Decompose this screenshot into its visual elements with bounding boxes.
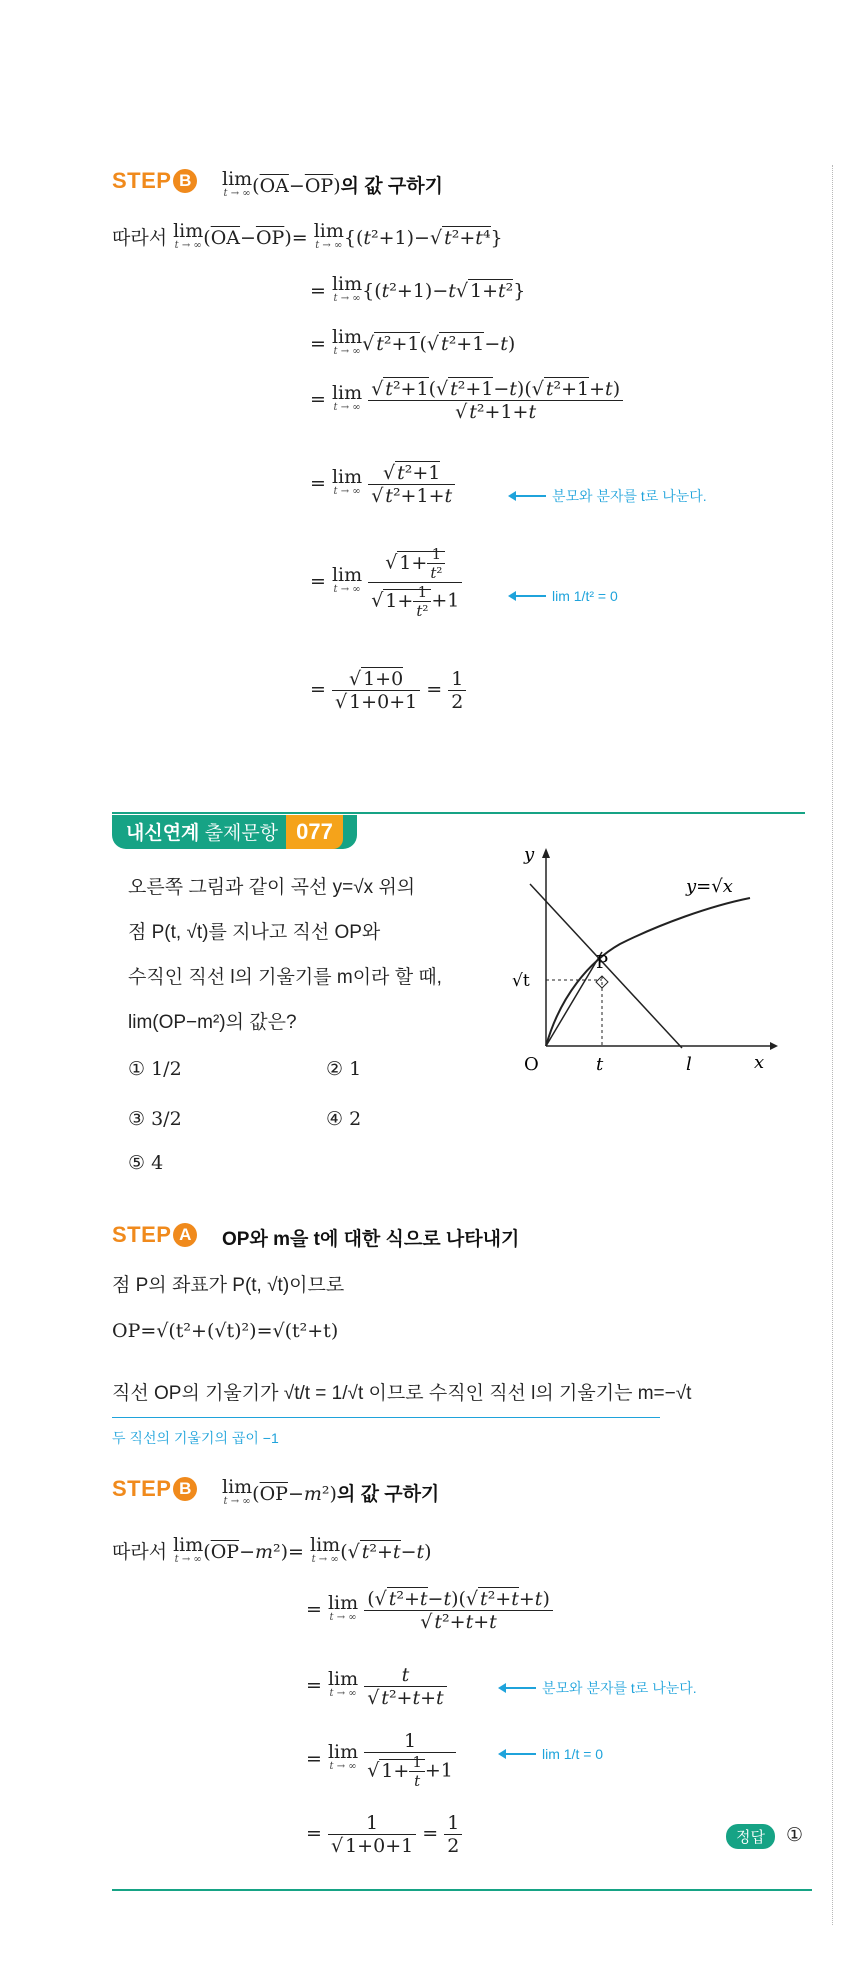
answer-value: ① (786, 1824, 804, 1846)
step-b-title-1: lim t → ∞ $(\overline{OA}-\overline{OP})$의 값 구하기 (222, 168, 443, 199)
calc1-line-2: = lim t → ∞ {(t²+1)−t√ 1+t²} (310, 273, 526, 304)
step-b-label-2: STEP B (112, 1476, 197, 1502)
problem-text-3: 수직인 직선 l의 기울기를 m이라 할 때, (128, 967, 442, 988)
graph-t-label: t (596, 1054, 604, 1075)
curve-sqrt-x (546, 898, 750, 1046)
calc1-note-limit: lim 1/t² = 0 (510, 588, 618, 604)
y-axis-arrow-icon (542, 848, 550, 858)
calc1-line-3: = lim t → ∞ √ t²+1(√ t²+1−t) (310, 326, 516, 357)
choice-5[interactable]: ⑤ 4 (128, 1152, 164, 1174)
calc1-note-divide: 분모와 분자를 t로 나눈다. (510, 486, 707, 506)
calc1-line-7: = $\frac{√ 1+0}{√ 1+0+1}$ = $\frac{1}{2}$ (310, 668, 466, 713)
calc2-note-divide: 분모와 분자를 t로 나눈다. (500, 1678, 697, 1698)
answer-badge: 정답 (726, 1824, 775, 1849)
calc2-note-limit: lim 1/t = 0 (500, 1746, 603, 1762)
choice-4[interactable]: ④ 2 (326, 1108, 362, 1130)
problem-text-4: lim(OP−m²)의 값은? (128, 1012, 297, 1033)
step-a-title: OP와 m을 t에 대한 식으로 나타내기 (222, 1229, 520, 1250)
choice-2[interactable]: ② 1 (326, 1058, 362, 1080)
step-a-line-1: 점 P의 좌표가 P(t, √t)이므로 (112, 1275, 345, 1296)
step-a-line-3: 직선 OP의 기울기가 √t/t = 1/√t 이므로 수직인 직선 l의 기울기는 m=−√t (112, 1383, 692, 1404)
step-a-blue-rule (112, 1417, 660, 1418)
step-b-label-1: STEP B (112, 168, 197, 194)
choice-3[interactable]: ③ 3/2 (128, 1108, 182, 1130)
x-axis-arrow-icon (770, 1042, 778, 1050)
calc1-line-4: = lim t → ∞ $\frac{\text{√ t²+1(√ t²+1−t)(√ t²+1+t)}}{\text{√ t²+1+t}}$ (310, 378, 623, 423)
problem-text-1: 오른쪽 그림과 같이 곡선 y=√x 위의 (128, 877, 416, 898)
calc2-line-5: = $\frac{1}{√ 1+0+1}$ = $\frac{1}{2}$ (306, 1812, 462, 1857)
problem-top-rule (112, 812, 805, 814)
problem-text-2: 점 P(t, √t)를 지나고 직선 OP와 (128, 922, 381, 943)
graph-origin-label: O (524, 1054, 539, 1075)
graph-curve-label: y=√x (686, 876, 733, 897)
page-bottom-rule (112, 1889, 812, 1891)
graph-p-label: P (596, 952, 609, 973)
calc2-line-1: 따라서 lim t → ∞ $(\overline{OP}-m^2)= \lim$ t → ∞ (√ t²+t−t) (112, 1534, 432, 1565)
graph-l-label: l (686, 1054, 692, 1075)
line-op (546, 952, 602, 1046)
step-b-title-2: lim t → ∞ $(\overline{OP}-m^2)$의 값 구하기 (222, 1476, 440, 1507)
calc2-line-3: = lim t → ∞ $\frac{t}{\text{√ t²+t+t}}$ (306, 1664, 447, 1709)
calc2-line-4: = lim t → ∞ 1 √ 1+ $\frac{1}{t}$ +1 (306, 1730, 456, 1790)
choice-1[interactable]: ① 1/2 (128, 1058, 182, 1080)
page-edge-dotted-line (832, 165, 833, 1925)
graph-sqrt-t-label: √t (512, 971, 530, 991)
problem-graph (500, 836, 790, 1076)
step-a-note: 두 직선의 기울기의 곱이 −1 (112, 1430, 279, 1446)
calc1-line-1: 따라서 lim t → ∞ $(\overline{OA}-\overline{OP})= \lim$ t → ∞ {(t²+1)−√ t²+t⁴} (112, 220, 503, 251)
calc1-line-6: = lim t → ∞ √ 1+ $\frac{1}{\text{t²}}$ √ 1+ $\frac{1}{\text{t²}}$ +1 (310, 545, 462, 620)
step-a-label: STEP A (112, 1222, 197, 1248)
graph-x-label: x (754, 1052, 765, 1073)
problem-tag: 내신연계 출제문항 077 (112, 815, 357, 849)
calc1-line-5: = lim t → ∞ $\frac{\text{√ t²+1}}{\text{√ t²+1+t}}$ (310, 462, 455, 507)
graph-y-label: y (524, 844, 535, 865)
step-a-line-2: OP=√(t²+(√t)²)=√(t²+t) (112, 1320, 339, 1342)
calc2-line-2: = lim t → ∞ $\frac{\text{(√ t²+t−t)(√ t²+t+t)}}{\text{√ t²+t+t}}$ (306, 1588, 553, 1633)
